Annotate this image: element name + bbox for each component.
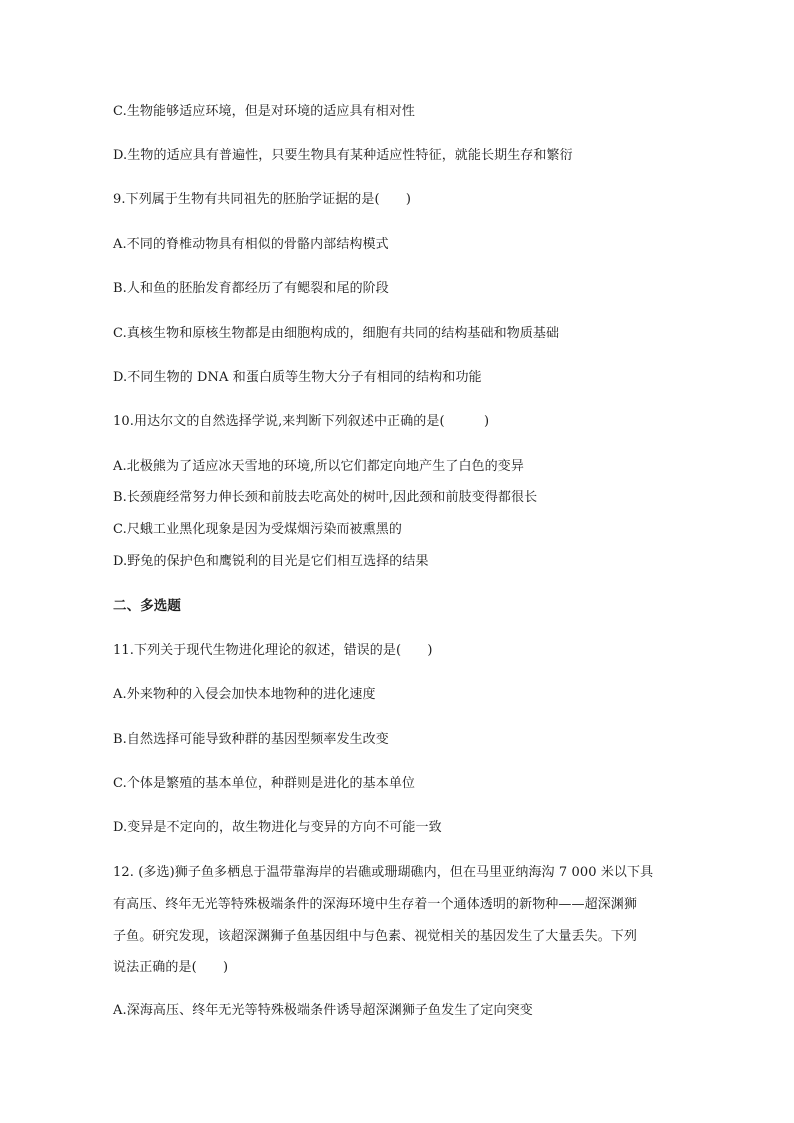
q9-option-a: A.不同的脊椎动物具有相似的骨骼内部结构模式 <box>113 237 389 252</box>
q9-stem: 9.下列属于生物有共同祖先的胚胎学证据的是( ) <box>113 192 412 207</box>
q12-stem-line-3: 子鱼。研究发现，该超深渊狮子鱼基因组中与色素、视觉相关的基因发生了大量丢失。下列 <box>113 929 638 944</box>
q12-option-a: A.深海高压、终年无光等特殊极端条件诱导超深渊狮子鱼发生了定向突变 <box>113 1003 533 1018</box>
q11-option-c: C.个体是繁殖的基本单位，种群则是进化的基本单位 <box>113 776 416 791</box>
q11-option-d: D.变异是不定向的，故生物进化与变异的方向不可能一致 <box>113 820 442 835</box>
q11-option-a: A.外来物种的入侵会加快本地物种的进化速度 <box>113 687 376 702</box>
q10-option-d: D.野兔的保护色和鹰锐利的目光是它们相互选择的结果 <box>113 554 429 569</box>
q10-option-a: A.北极熊为了适应冰天雪地的环境,所以它们都定向地产生了白色的变异 <box>113 459 524 474</box>
q10-stem: 10.用达尔文的自然选择学说,来判断下列叙述中正确的是( ) <box>113 414 490 429</box>
q11-stem: 11.下列关于现代生物进化理论的叙述，错误的是( ) <box>113 643 433 658</box>
q8-option-d: D.生物的适应具有普遍性，只要生物具有某种适应性特征，就能长期生存和繁衍 <box>113 148 573 163</box>
q12-stem-line-1: 12. (多选)狮子鱼多栖息于温带靠海岸的岩礁或珊瑚礁内，但在马里亚纳海沟 7 000 米以下具 <box>113 865 654 880</box>
q12-stem-line-4: 说法正确的是( ) <box>113 960 229 975</box>
q10-option-c: C.尺蛾工业黑化现象是因为受煤烟污染而被熏黑的 <box>113 522 402 537</box>
q8-option-c: C.生物能够适应环境，但是对环境的适应具有相对性 <box>113 104 416 119</box>
q9-option-b: B.人和鱼的胚胎发育都经历了有鳃裂和尾的阶段 <box>113 281 389 296</box>
q12-stem-line-2: 有高压、终年无光等特殊极端条件的深海环境中生存着一个通体透明的新物种——超深渊狮 <box>113 897 638 912</box>
q9-option-d: D.不同生物的 DNA 和蛋白质等生物大分子有相同的结构和功能 <box>113 370 482 385</box>
q10-option-b: B.长颈鹿经常努力伸长颈和前肢去吃高处的树叶,因此颈和前肢变得都很长 <box>113 490 538 505</box>
q9-option-c: C.真核生物和原核生物都是由细胞构成的，细胞有共同的结构基础和物质基础 <box>113 326 560 341</box>
section-title-multiple-choice: 二、多选题 <box>113 598 181 614</box>
q11-option-b: B.自然选择可能导致种群的基因型频率发生改变 <box>113 732 389 747</box>
